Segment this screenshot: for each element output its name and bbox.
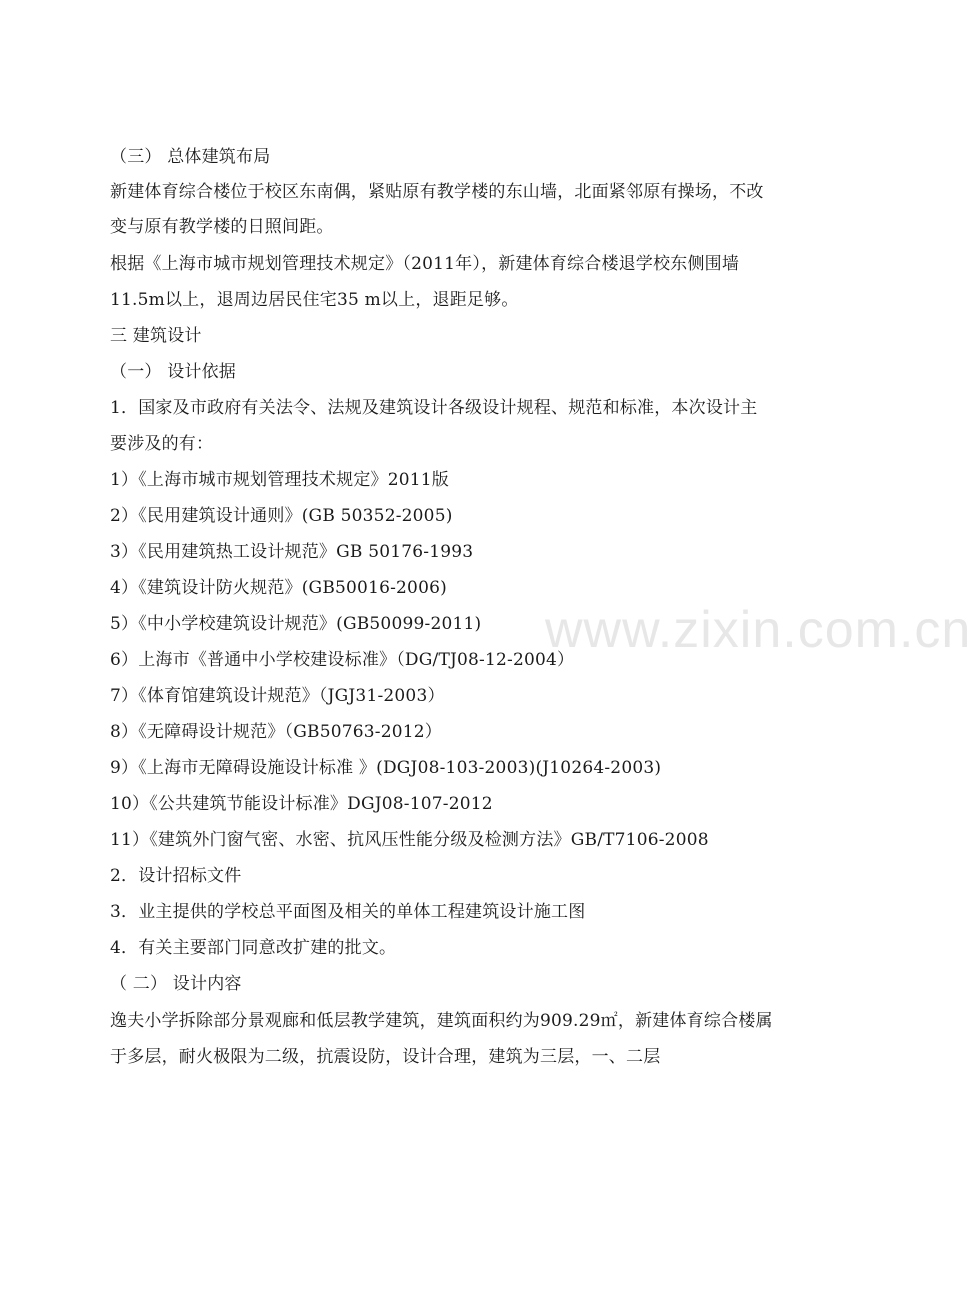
list-item: 5）《中小学校建筑设计规范》(GB50099-2011) (110, 614, 482, 634)
list-item: 3．业主提供的学校总平面图及相关的单体工程建筑设计施工图 (110, 902, 586, 922)
subsection-heading-basis: （一） 设计依据 (110, 362, 237, 382)
list-item: 10）《公共建筑节能设计标准》DGJ08-107-2012 (110, 794, 493, 814)
list-item: 2．设计招标文件 (110, 866, 242, 886)
paragraph-line: 逸夫小学拆除部分景观廊和低层教学建筑，建筑面积约为909.29㎡，新建体育综合楼属 (110, 1011, 773, 1031)
paragraph-line: 新建体育综合楼位于校区东南偶，紧贴原有教学楼的东山墙，北面紧邻原有操场，不改 (110, 182, 764, 202)
list-item: 要涉及的有： (110, 434, 214, 454)
list-item: 1）《上海市城市规划管理技术规定》2011版 (110, 470, 449, 490)
section-heading-design: 三 建筑设计 (110, 326, 202, 346)
paragraph-line: 11.5m以上，退周边居民住宅35 m以上，退距足够。 (110, 290, 519, 310)
section-heading-layout: （三） 总体建筑布局 (110, 147, 271, 167)
watermark: www.zixin.com.cn (545, 601, 971, 659)
list-item: 7）《体育馆建筑设计规范》（JGJ31-2003） (110, 686, 445, 706)
list-item: 1．国家及市政府有关法令、法规及建筑设计各级设计规程、规范和标准，本次设计主 (110, 398, 758, 418)
list-item: 11）《建筑外门窗气密、水密、抗风压性能分级及检测方法》GB/T7106-2008 (110, 830, 709, 850)
list-item: 2）《民用建筑设计通则》(GB 50352-2005) (110, 506, 453, 526)
paragraph-line: 根据《上海市城市规划管理技术规定》（2011年），新建体育综合楼退学校东侧围墙 (110, 254, 740, 274)
list-item: 3）《民用建筑热工设计规范》GB 50176-1993 (110, 542, 474, 562)
list-item: 4）《建筑设计防火规范》(GB50016-2006) (110, 578, 447, 598)
paragraph-line: 变与原有教学楼的日照间距。 (110, 217, 334, 237)
list-item: 8）《无障碍设计规范》（GB50763-2012） (110, 722, 442, 742)
list-item: 6）上海市《普通中小学校建设标准》（DG/TJ08-12-2004） (110, 650, 575, 670)
list-item: 4．有关主要部门同意改扩建的批文。 (110, 938, 397, 958)
subsection-heading-content: （ 二） 设计内容 (110, 974, 242, 994)
paragraph-line: 于多层，耐火极限为二级，抗震设防，设计合理，建筑为三层，一、二层 (110, 1047, 661, 1067)
list-item: 9）《上海市无障碍设施设计标准 》(DGJ08-103-2003)(J10264-2003) (110, 758, 662, 778)
